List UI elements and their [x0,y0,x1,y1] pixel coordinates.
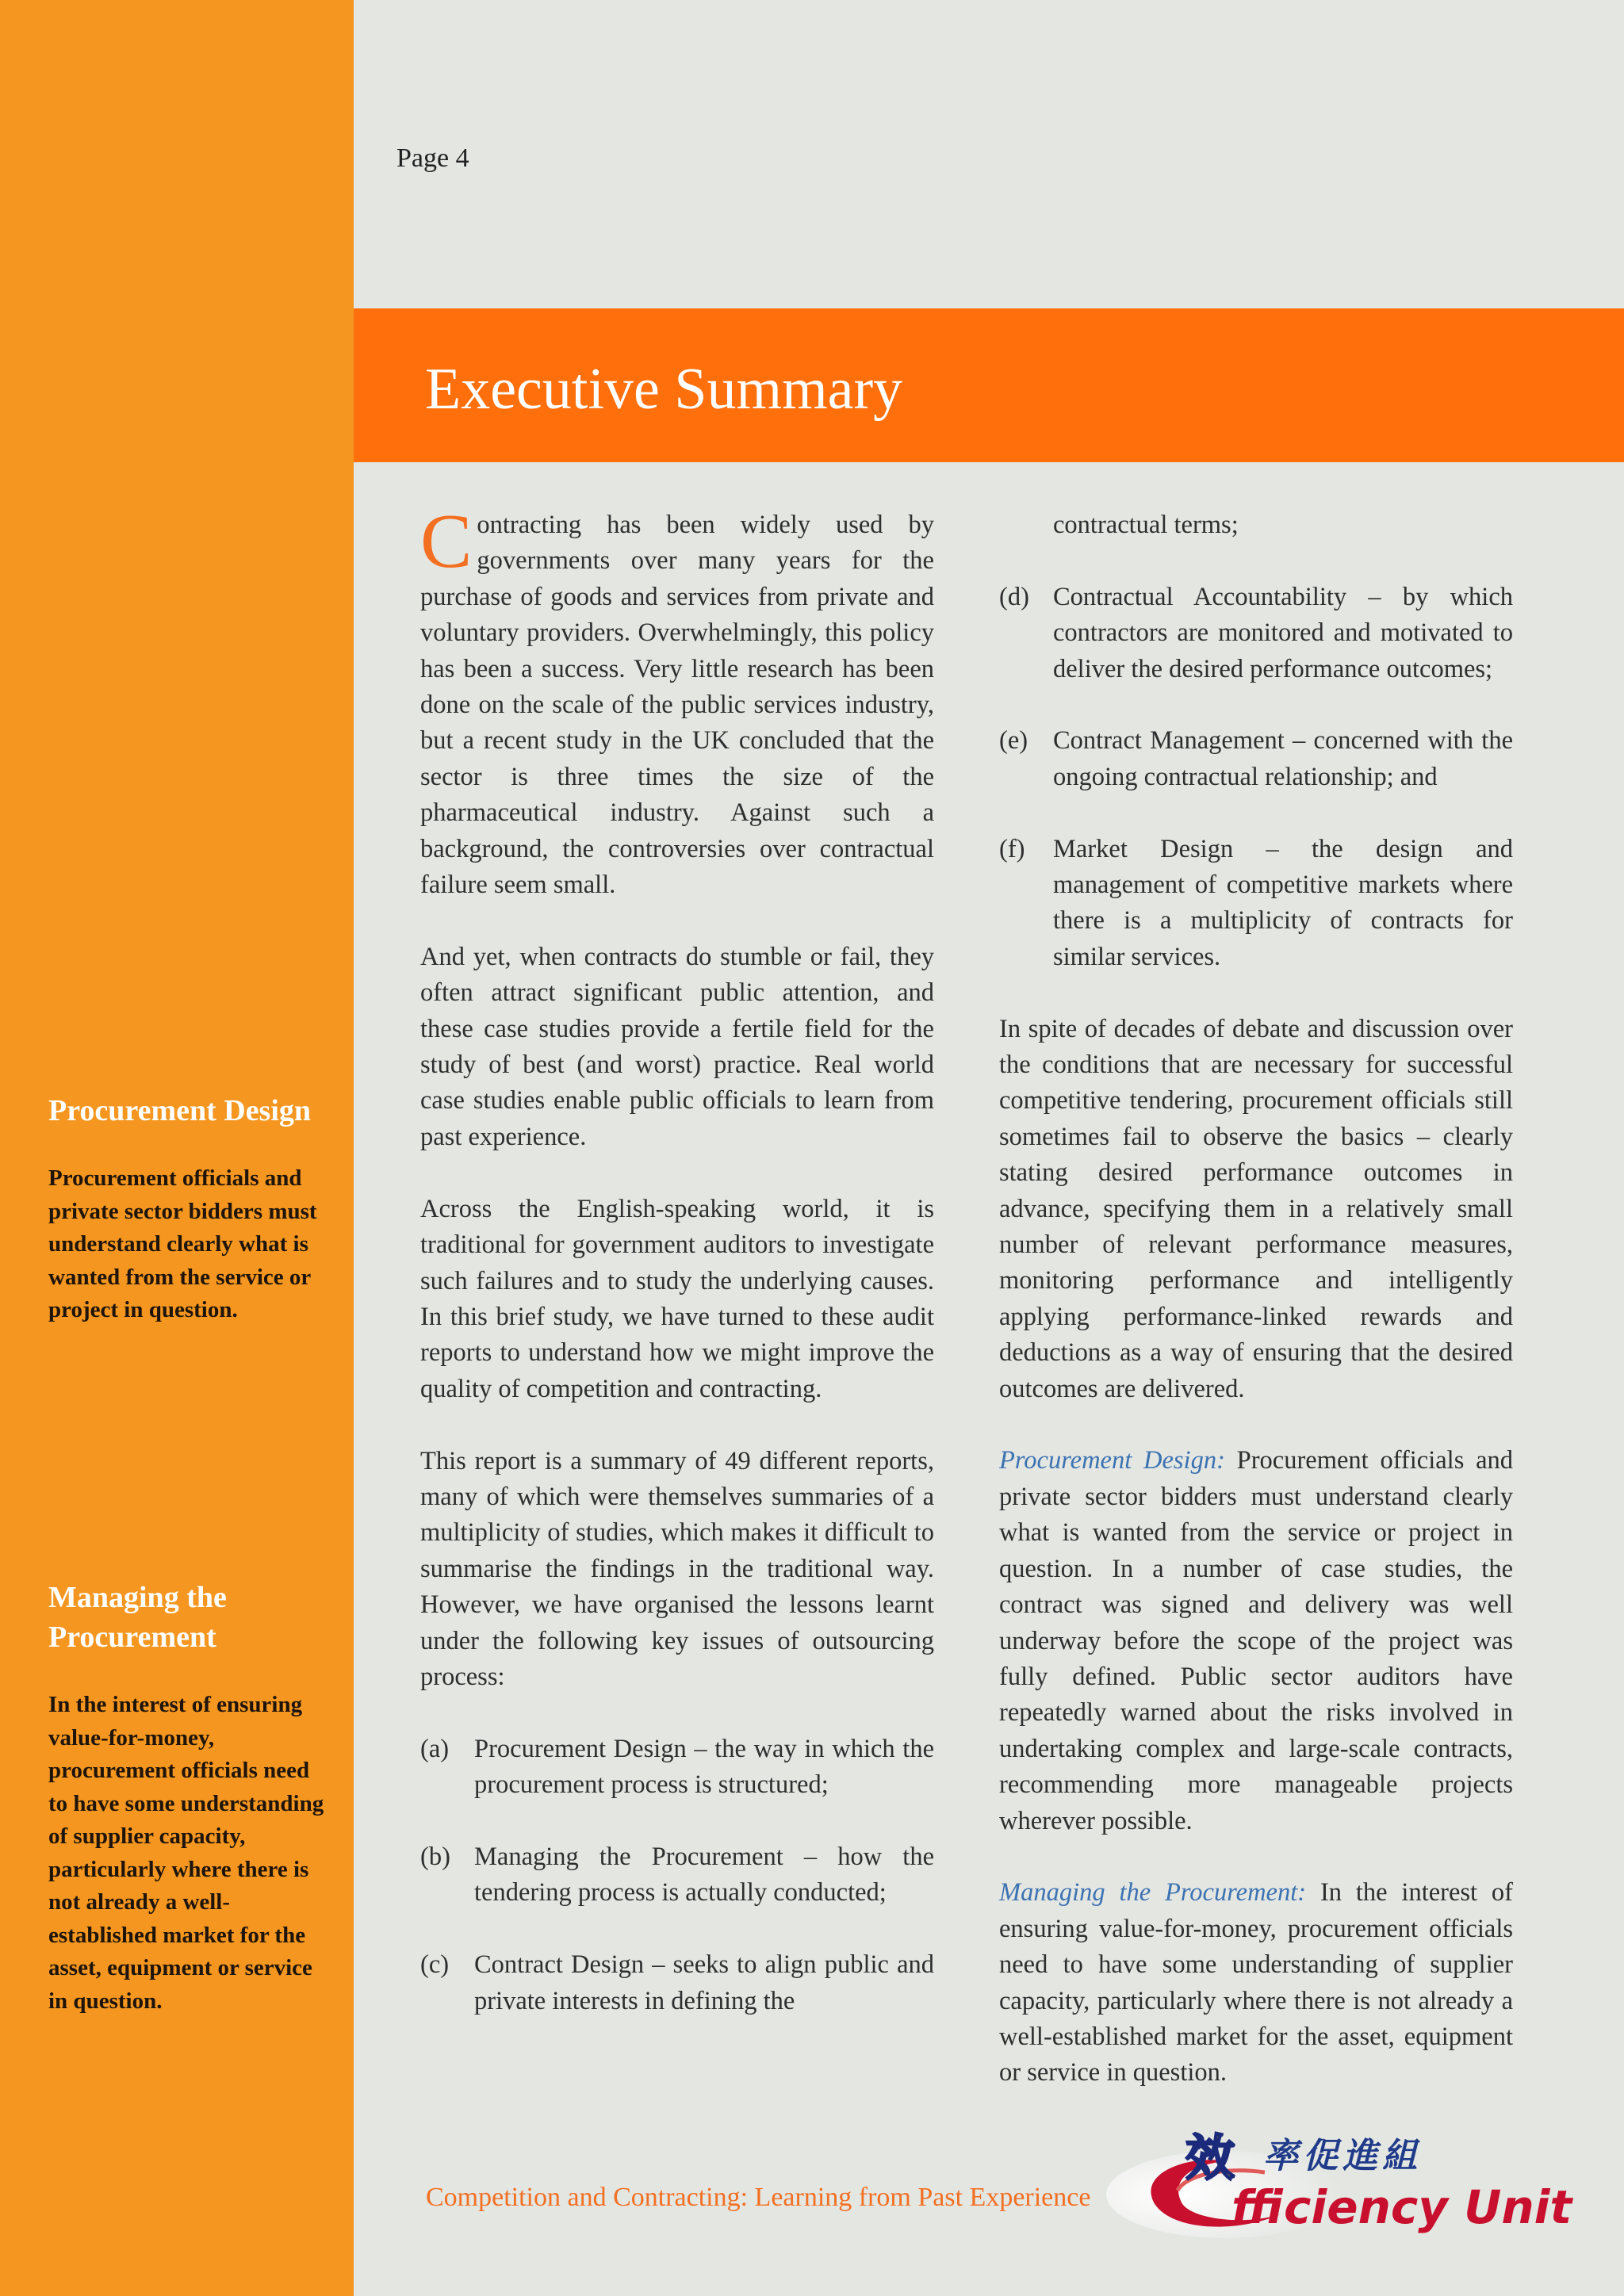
sidebar-block-managing-procurement [48,1578,334,2018]
paragraph: And yet, when contracts do stumble or fail, they often attract significant public attention, and these case studies provide a fertile field for the study of best (and worst) practice. Real world case studies enable public officials to learn from past experience. [420,942,934,1151]
paragraph-text: In the interest of ensuring value-for-money, procurement officials need to have some understanding of supplier capacity, particularly where there is not already a well-established market for the asset, equipment or service in question. [999,1878,1513,2087]
sidebar-block-procurement-design [48,1091,334,1327]
paragraph-intro [420,499,934,903]
paragraph-managing-procurement [999,1875,1513,2091]
paragraph-text: ontracting has been widely used by governments over many years for the purchase of goods and services from private and voluntary providers. Overwhelmingly, this policy has been a success. Very little research has been done on the scale of the public services industry, but a recent study in the UK concluded that the sector is three times the size of the pharmaceutical industry. Against such a background, the controversies over contractual failure seem small. [420,511,934,900]
list-text: Contract Management – concerned with the ongoing contractual relationship; and [1053,726,1513,791]
logo-chinese-text: 率促進組 [1263,2136,1422,2176]
logo-chinese-char: 效 [1185,2129,1235,2187]
inline-heading: Managing the Procurement: [999,1878,1307,1908]
page-title: Executive Summary [425,357,903,422]
footer-title: Competition and Contracting: Learning from Past Experience [426,2183,1091,2212]
list-item [420,1947,934,2019]
paragraph: Across the English-speaking world, it is traditional for government auditors to investigate such failures and to study the underlying causes. In this brief study, we have turned to these audit reports to understand how we might improve the quality of competition and contracting. [420,1194,934,1403]
list-label: (c) [420,1950,450,1980]
list-text: Managing the Procurement – how the tendering process is actually conducted; [474,1842,934,1908]
sidebar-heading: Managing the Procurement [48,1581,227,1654]
left-column [420,499,934,2055]
list-continuation: contractual terms; [1053,511,1239,539]
paragraph-procurement-design [999,1443,1513,1839]
list-item [999,580,1513,687]
list-item [420,1732,934,1804]
list-text: Contractual Accountability – by which contractors are monitored and motivated to deliver the desired performance outcomes; [1053,582,1513,683]
page-number: Page 4 [396,144,469,173]
sidebar-text: In the interest of ensuring value-for-money, procurement officials need to have some understanding of supplier capacity, particularly where there is not already a well-established market for the asset, equipment or service in question. [48,1692,324,2014]
list-label: (e) [999,726,1028,756]
paragraph: This report is a summary of 49 different reports, many of which were themselves summaries of a multiplicity of studies, which makes it difficult to summarise the findings in the traditional way. However, we have organised the lessons learnt under the following key issues of outsourcing process: [420,1446,934,1691]
right-column [999,507,1513,2127]
paragraph-text: Procurement officials and private sector bidders must understand clearly what is wanted from the service or project in question. In a number of case studies, the contract was signed and delivery was well underway before the scope of the project was fully defined. Public sector auditors have repeatedly warned about the risks involved in undertaking complex and large-scale contracts, recommending more manageable projects wherever possible. [999,1446,1514,1835]
sidebar-text: Procurement officials and private sector bidders must understand clearly what is wanted from the service or project in question. [48,1165,317,1322]
sidebar-heading: Procurement Design [48,1094,312,1127]
efficiency-unit-logo [1106,2115,1572,2250]
list-item [999,832,1513,976]
paragraph: In spite of decades of debate and discussion over the conditions that are necessary for successful competitive tendering, procurement officials still sometimes fail to observe the basics – clearly stating desired performance outcomes in advance, specifying them in a relatively small number of relevant performance measures, monitoring performance and intelligently applying performance-linked rewards and deductions as a way of ensuring that the desired outcomes are delivered. [999,1014,1513,1403]
list-text: Procurement Design – the way in which the procurement process is structured; [474,1734,934,1800]
inline-heading: Procurement Design: [999,1446,1225,1475]
list-item [999,723,1513,795]
list-label: (a) [420,1734,450,1763]
list-item [420,1839,934,1911]
drop-cap: C [420,499,473,584]
logo-english-text: fficiency Unit [1231,2180,1572,2234]
title-banner [354,308,1624,462]
sidebar [0,0,354,2296]
list-label: (d) [999,582,1029,611]
list-label: (f) [999,834,1025,863]
list-text: Market Design – the design and management of competitive markets where there is a multiplicity of contracts for similar services. [1053,834,1513,971]
key-issues-list [420,1732,934,2019]
list-label: (b) [420,1842,450,1871]
list-text: Contract Design – seeks to align public and private interests in defining the [474,1950,934,2015]
